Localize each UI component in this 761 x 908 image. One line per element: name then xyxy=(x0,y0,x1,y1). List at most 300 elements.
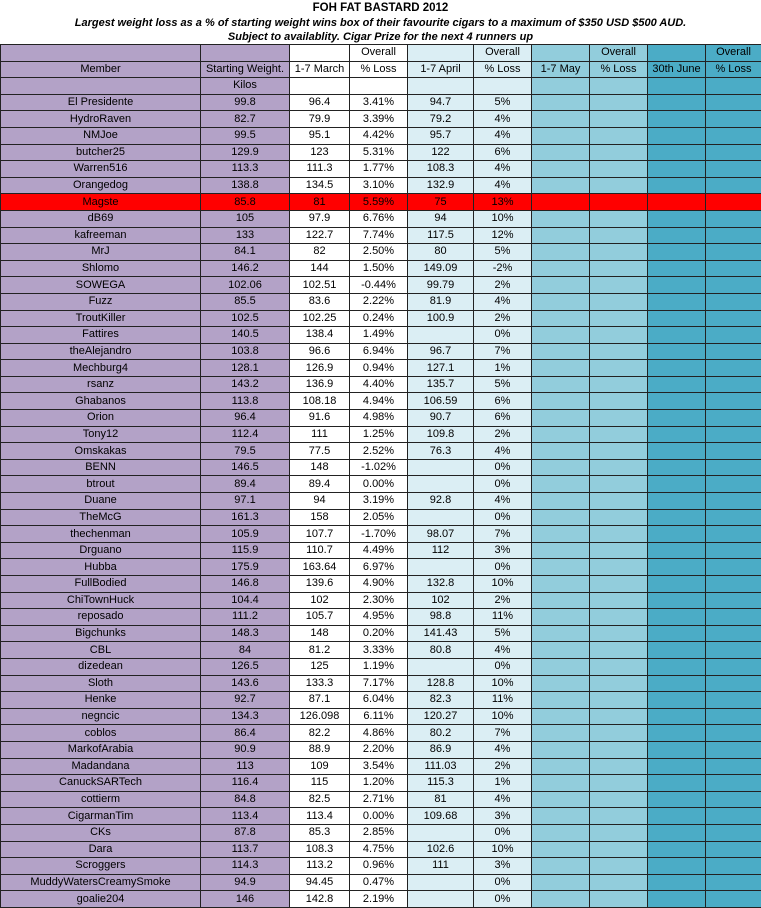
march-weight: 142.8 xyxy=(290,891,350,908)
april-weight: 86.9 xyxy=(408,741,474,758)
april-weight: 141.43 xyxy=(408,625,474,642)
april-overall-loss: 5% xyxy=(474,244,532,261)
april-overall-loss: 3% xyxy=(474,858,532,875)
april-weight: 127.1 xyxy=(408,360,474,377)
empty-cell xyxy=(706,675,761,692)
empty-cell xyxy=(706,177,761,194)
member-name: Madandana xyxy=(1,758,201,775)
april-weight: 82.3 xyxy=(408,692,474,709)
april-overall-loss: 4% xyxy=(474,642,532,659)
april-weight: 102 xyxy=(408,592,474,609)
march-loss: 3.39% xyxy=(350,111,408,128)
empty-cell xyxy=(590,227,648,244)
empty-cell xyxy=(532,144,590,161)
starting-weight: 134.3 xyxy=(201,708,290,725)
table-row xyxy=(1,426,761,443)
starting-weight: 79.5 xyxy=(201,443,290,460)
empty-cell xyxy=(706,210,761,227)
empty-cell xyxy=(648,111,706,128)
table-row xyxy=(1,609,761,626)
april-overall-loss: 5% xyxy=(474,94,532,111)
member-name: ChiTownHuck xyxy=(1,592,201,609)
member-name: goalie204 xyxy=(1,891,201,908)
april-weight: 109.68 xyxy=(408,808,474,825)
empty-cell xyxy=(532,808,590,825)
starting-weight: 102.06 xyxy=(201,277,290,294)
table-row xyxy=(1,161,761,178)
april-overall-loss: 6% xyxy=(474,393,532,410)
march-weight: 88.9 xyxy=(290,741,350,758)
empty-cell xyxy=(706,808,761,825)
starting-weight: 128.1 xyxy=(201,360,290,377)
empty-cell xyxy=(590,609,648,626)
march-weight: 108.18 xyxy=(290,393,350,410)
april-weight xyxy=(408,824,474,841)
march-loss: 2.50% xyxy=(350,244,408,261)
starting-weight: 148.3 xyxy=(201,625,290,642)
member-name: Henke xyxy=(1,692,201,709)
march-loss: 6.94% xyxy=(350,343,408,360)
march-weight: 109 xyxy=(290,758,350,775)
empty-cell xyxy=(532,327,590,344)
empty-cell xyxy=(648,741,706,758)
empty-cell xyxy=(648,310,706,327)
member-name: CKs xyxy=(1,824,201,841)
march-loss: 4.42% xyxy=(350,127,408,144)
march-loss: 3.10% xyxy=(350,177,408,194)
empty-cell xyxy=(532,177,590,194)
march-weight: 97.9 xyxy=(290,210,350,227)
empty-cell xyxy=(706,393,761,410)
units-blank xyxy=(648,78,706,95)
april-weight: 102.6 xyxy=(408,841,474,858)
member-name: Warren516 xyxy=(1,161,201,178)
empty-cell xyxy=(648,410,706,427)
empty-cell xyxy=(590,244,648,261)
header-apr-blank xyxy=(408,45,474,62)
april-weight: 111.03 xyxy=(408,758,474,775)
empty-cell xyxy=(706,360,761,377)
empty-cell xyxy=(706,260,761,277)
april-weight: 128.8 xyxy=(408,675,474,692)
march-weight: 115 xyxy=(290,775,350,792)
empty-cell xyxy=(532,692,590,709)
march-weight: 81.2 xyxy=(290,642,350,659)
member-name: MarkofArabia xyxy=(1,741,201,758)
empty-cell xyxy=(706,493,761,510)
empty-cell xyxy=(648,559,706,576)
units-member-blank xyxy=(1,78,201,95)
march-loss: 3.33% xyxy=(350,642,408,659)
april-overall-loss: 3% xyxy=(474,808,532,825)
empty-cell xyxy=(648,542,706,559)
march-loss: 6.11% xyxy=(350,708,408,725)
table-row xyxy=(1,127,761,144)
empty-cell xyxy=(648,376,706,393)
empty-cell xyxy=(648,210,706,227)
empty-cell xyxy=(706,443,761,460)
empty-cell xyxy=(706,841,761,858)
empty-cell xyxy=(590,194,648,211)
table-row xyxy=(1,393,761,410)
header-row-main xyxy=(1,61,761,78)
table-row xyxy=(1,360,761,377)
empty-cell xyxy=(532,426,590,443)
march-loss: 4.90% xyxy=(350,576,408,593)
table-row xyxy=(1,244,761,261)
empty-cell xyxy=(590,509,648,526)
member-name: CigarmanTim xyxy=(1,808,201,825)
member-name: El Presidente xyxy=(1,94,201,111)
april-weight: 99.79 xyxy=(408,277,474,294)
empty-cell xyxy=(532,360,590,377)
empty-cell xyxy=(706,658,761,675)
empty-cell xyxy=(706,642,761,659)
empty-cell xyxy=(706,576,761,593)
starting-weight: 82.7 xyxy=(201,111,290,128)
empty-cell xyxy=(532,542,590,559)
april-weight: 132.8 xyxy=(408,576,474,593)
april-weight: 81.9 xyxy=(408,293,474,310)
empty-cell xyxy=(532,410,590,427)
header-row-units xyxy=(1,78,761,95)
empty-cell xyxy=(590,293,648,310)
empty-cell xyxy=(590,161,648,178)
empty-cell xyxy=(590,874,648,891)
header-overall-jun: Overall xyxy=(706,45,761,62)
starting-weight: 89.4 xyxy=(201,476,290,493)
april-weight: 76.3 xyxy=(408,443,474,460)
header-overall-may: Overall xyxy=(590,45,648,62)
april-weight: 98.8 xyxy=(408,609,474,626)
member-name: MuddyWatersCreamySmoke xyxy=(1,874,201,891)
empty-cell xyxy=(590,642,648,659)
header-start-blank xyxy=(201,45,290,62)
table-row xyxy=(1,858,761,875)
empty-cell xyxy=(706,775,761,792)
march-loss: 5.59% xyxy=(350,194,408,211)
table-row xyxy=(1,758,761,775)
empty-cell xyxy=(532,559,590,576)
member-name: thechenman xyxy=(1,526,201,543)
april-weight xyxy=(408,891,474,908)
empty-cell xyxy=(532,609,590,626)
empty-cell xyxy=(648,426,706,443)
empty-cell xyxy=(648,675,706,692)
april-weight: 96.7 xyxy=(408,343,474,360)
empty-cell xyxy=(648,144,706,161)
april-weight: 115.3 xyxy=(408,775,474,792)
empty-cell xyxy=(648,509,706,526)
april-weight xyxy=(408,459,474,476)
empty-cell xyxy=(706,327,761,344)
empty-cell xyxy=(532,161,590,178)
empty-cell xyxy=(532,708,590,725)
starting-weight: 84.8 xyxy=(201,791,290,808)
march-loss: 4.95% xyxy=(350,609,408,626)
april-overall-loss: 13% xyxy=(474,194,532,211)
empty-cell xyxy=(590,576,648,593)
april-overall-loss: 0% xyxy=(474,327,532,344)
march-weight: 94.45 xyxy=(290,874,350,891)
table-row xyxy=(1,443,761,460)
empty-cell xyxy=(590,360,648,377)
empty-cell xyxy=(590,376,648,393)
starting-weight: 138.8 xyxy=(201,177,290,194)
march-loss: 1.77% xyxy=(350,161,408,178)
empty-cell xyxy=(706,708,761,725)
march-loss: 2.30% xyxy=(350,592,408,609)
march-weight: 113.2 xyxy=(290,858,350,875)
empty-cell xyxy=(532,741,590,758)
starting-weight: 105 xyxy=(201,210,290,227)
units-blank xyxy=(532,78,590,95)
empty-cell xyxy=(648,277,706,294)
april-weight: 100.9 xyxy=(408,310,474,327)
march-weight: 96.6 xyxy=(290,343,350,360)
march-loss: 6.76% xyxy=(350,210,408,227)
march-weight: 163.64 xyxy=(290,559,350,576)
starting-weight: 140.5 xyxy=(201,327,290,344)
member-name: NMJoe xyxy=(1,127,201,144)
table-row xyxy=(1,410,761,427)
empty-cell xyxy=(532,493,590,510)
march-weight: 89.4 xyxy=(290,476,350,493)
member-name: Dara xyxy=(1,841,201,858)
april-weight: 80.2 xyxy=(408,725,474,742)
starting-weight: 146.5 xyxy=(201,459,290,476)
empty-cell xyxy=(706,791,761,808)
empty-cell xyxy=(532,210,590,227)
march-loss: 1.49% xyxy=(350,327,408,344)
april-overall-loss: 4% xyxy=(474,493,532,510)
april-overall-loss: 7% xyxy=(474,725,532,742)
march-loss: 2.19% xyxy=(350,891,408,908)
march-loss: 4.40% xyxy=(350,376,408,393)
member-name: Drguano xyxy=(1,542,201,559)
empty-cell xyxy=(532,775,590,792)
starting-weight: 113 xyxy=(201,758,290,775)
table-row xyxy=(1,576,761,593)
april-overall-loss: 11% xyxy=(474,609,532,626)
march-weight: 82 xyxy=(290,244,350,261)
april-weight: 80 xyxy=(408,244,474,261)
starting-weight: 84 xyxy=(201,642,290,659)
empty-cell xyxy=(648,293,706,310)
empty-cell xyxy=(590,144,648,161)
starting-weight: 92.7 xyxy=(201,692,290,709)
empty-cell xyxy=(590,526,648,543)
empty-cell xyxy=(532,443,590,460)
march-weight: 138.4 xyxy=(290,327,350,344)
april-weight: 108.3 xyxy=(408,161,474,178)
empty-cell xyxy=(532,841,590,858)
april-weight: 92.8 xyxy=(408,493,474,510)
march-loss: 4.75% xyxy=(350,841,408,858)
march-weight: 96.4 xyxy=(290,94,350,111)
table-row xyxy=(1,592,761,609)
units-blank xyxy=(706,78,761,95)
march-weight: 107.7 xyxy=(290,526,350,543)
empty-cell xyxy=(648,493,706,510)
member-name: butcher25 xyxy=(1,144,201,161)
april-overall-loss: -2% xyxy=(474,260,532,277)
march-loss: 1.50% xyxy=(350,260,408,277)
april-weight: 98.07 xyxy=(408,526,474,543)
april-overall-loss: 1% xyxy=(474,775,532,792)
empty-cell xyxy=(648,609,706,626)
empty-cell xyxy=(532,476,590,493)
empty-cell xyxy=(532,891,590,908)
march-weight: 102.25 xyxy=(290,310,350,327)
march-loss: 7.74% xyxy=(350,227,408,244)
april-weight: 75 xyxy=(408,194,474,211)
empty-cell xyxy=(532,642,590,659)
table-row xyxy=(1,343,761,360)
table-row xyxy=(1,260,761,277)
april-weight: 132.9 xyxy=(408,177,474,194)
empty-cell xyxy=(590,741,648,758)
march-weight: 139.6 xyxy=(290,576,350,593)
march-loss: 0.96% xyxy=(350,858,408,875)
empty-cell xyxy=(532,343,590,360)
march-weight: 82.2 xyxy=(290,725,350,742)
march-weight: 144 xyxy=(290,260,350,277)
april-overall-loss: 0% xyxy=(474,824,532,841)
empty-cell xyxy=(590,692,648,709)
empty-cell xyxy=(532,791,590,808)
empty-cell xyxy=(590,542,648,559)
member-name: SOWEGA xyxy=(1,277,201,294)
header-member-blank xyxy=(1,45,201,62)
empty-cell xyxy=(532,675,590,692)
member-name: reposado xyxy=(1,609,201,626)
april-weight: 106.59 xyxy=(408,393,474,410)
empty-cell xyxy=(532,625,590,642)
empty-cell xyxy=(706,343,761,360)
empty-cell xyxy=(590,891,648,908)
empty-cell xyxy=(648,824,706,841)
march-weight: 79.9 xyxy=(290,111,350,128)
empty-cell xyxy=(706,227,761,244)
empty-cell xyxy=(648,874,706,891)
table-row xyxy=(1,476,761,493)
march-loss: 4.98% xyxy=(350,410,408,427)
table-row xyxy=(1,775,761,792)
april-weight xyxy=(408,874,474,891)
march-weight: 105.7 xyxy=(290,609,350,626)
april-weight: 81 xyxy=(408,791,474,808)
march-loss: -0.44% xyxy=(350,277,408,294)
starting-weight: 116.4 xyxy=(201,775,290,792)
empty-cell xyxy=(590,393,648,410)
table-row xyxy=(1,625,761,642)
march-weight: 108.3 xyxy=(290,841,350,858)
april-overall-loss: 7% xyxy=(474,526,532,543)
april-weight: 122 xyxy=(408,144,474,161)
march-weight: 77.5 xyxy=(290,443,350,460)
table-row xyxy=(1,824,761,841)
empty-cell xyxy=(706,410,761,427)
april-overall-loss: 10% xyxy=(474,708,532,725)
march-loss: 1.25% xyxy=(350,426,408,443)
empty-cell xyxy=(532,227,590,244)
april-overall-loss: 6% xyxy=(474,410,532,427)
empty-cell xyxy=(706,194,761,211)
member-name: Orion xyxy=(1,410,201,427)
member-name: Bigchunks xyxy=(1,625,201,642)
empty-cell xyxy=(648,808,706,825)
starting-weight: 113.4 xyxy=(201,808,290,825)
empty-cell xyxy=(706,376,761,393)
empty-cell xyxy=(532,592,590,609)
empty-cell xyxy=(532,127,590,144)
empty-cell xyxy=(648,625,706,642)
header-march: 1-7 March xyxy=(290,61,350,78)
empty-cell xyxy=(532,277,590,294)
starting-weight: 105.9 xyxy=(201,526,290,543)
starting-weight: 85.8 xyxy=(201,194,290,211)
march-loss: 0.20% xyxy=(350,625,408,642)
table-row xyxy=(1,542,761,559)
header-member: Member xyxy=(1,61,201,78)
empty-cell xyxy=(590,808,648,825)
starting-weight: 161.3 xyxy=(201,509,290,526)
empty-cell xyxy=(706,692,761,709)
table-row xyxy=(1,509,761,526)
empty-cell xyxy=(590,111,648,128)
member-name: FullBodied xyxy=(1,576,201,593)
april-weight: 149.09 xyxy=(408,260,474,277)
member-name: theAlejandro xyxy=(1,343,201,360)
empty-cell xyxy=(706,592,761,609)
empty-cell xyxy=(590,127,648,144)
april-weight xyxy=(408,658,474,675)
starting-weight: 99.8 xyxy=(201,94,290,111)
march-weight: 133.3 xyxy=(290,675,350,692)
header-overall-mar: Overall xyxy=(350,45,408,62)
empty-cell xyxy=(648,592,706,609)
april-weight: 95.7 xyxy=(408,127,474,144)
table-row xyxy=(1,459,761,476)
empty-cell xyxy=(648,161,706,178)
empty-cell xyxy=(648,459,706,476)
empty-cell xyxy=(532,393,590,410)
april-overall-loss: 11% xyxy=(474,692,532,709)
april-overall-loss: 4% xyxy=(474,127,532,144)
april-weight: 79.2 xyxy=(408,111,474,128)
header-may: 1-7 May xyxy=(532,61,590,78)
empty-cell xyxy=(706,94,761,111)
april-overall-loss: 2% xyxy=(474,592,532,609)
empty-cell xyxy=(706,127,761,144)
starting-weight: 133 xyxy=(201,227,290,244)
sheet-subtitle-line1: Largest weight loss as a % of starting weight wins box of their favourite cigars to a maximum of $350 USD $500 AUD. xyxy=(0,16,761,30)
empty-cell xyxy=(590,177,648,194)
march-loss: 2.85% xyxy=(350,824,408,841)
april-overall-loss: 10% xyxy=(474,210,532,227)
march-weight: 102.51 xyxy=(290,277,350,294)
empty-cell xyxy=(648,393,706,410)
member-name: dB69 xyxy=(1,210,201,227)
member-name: Scroggers xyxy=(1,858,201,875)
empty-cell xyxy=(648,775,706,792)
member-name: cottierm xyxy=(1,791,201,808)
empty-cell xyxy=(532,194,590,211)
empty-cell xyxy=(532,509,590,526)
march-loss: 3.19% xyxy=(350,493,408,510)
april-overall-loss: 0% xyxy=(474,476,532,493)
